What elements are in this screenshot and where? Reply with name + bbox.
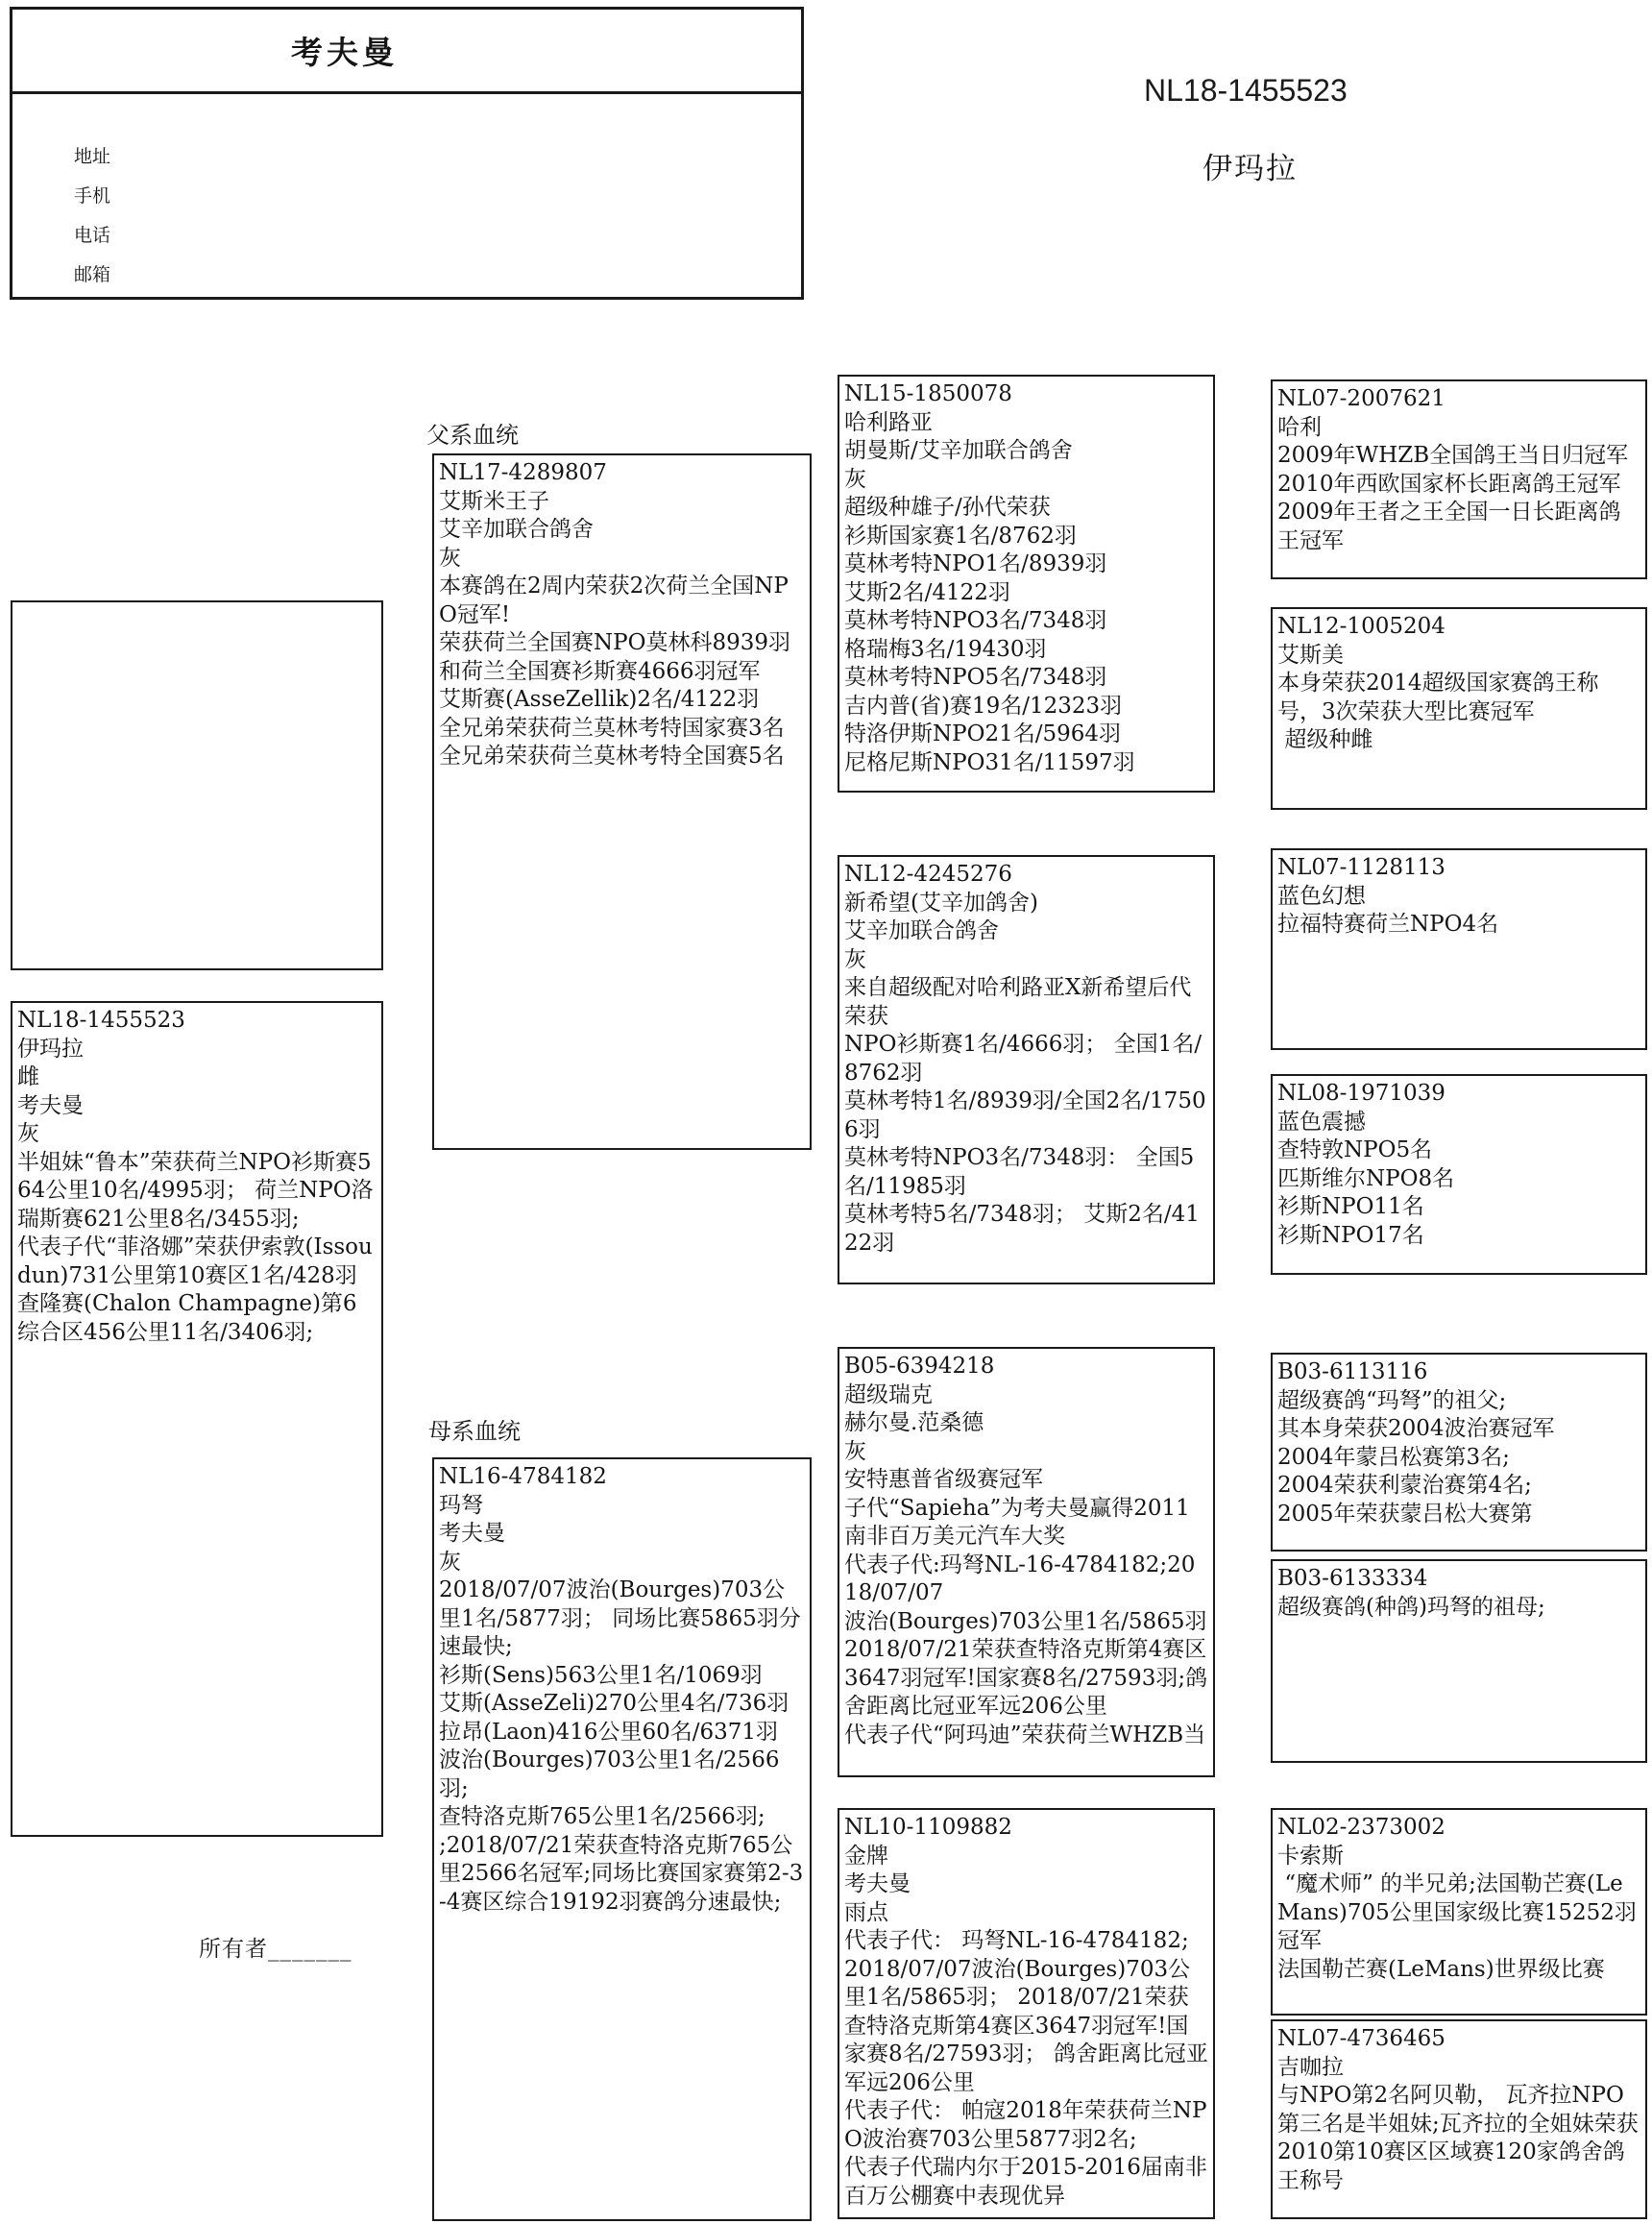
text-line: 蓝色幻想 [1277,883,1366,909]
text-line: ;2018/07/21荣获查特洛克斯765公里2566名冠军;同场比赛国家赛第2-3-4赛区综合19192羽赛鸽分速最快; [439,1832,804,1915]
pedigree-box-great-grandparent-5 [1271,1353,1647,1552]
text-line: 拉昂(Laon)416公里60名/6371羽 [439,1719,779,1745]
text-line: 波治(Bourges)703公里1名/5865羽 [844,1608,1207,1634]
pedigree-box-great-grandparent-4 [1271,1074,1647,1275]
text-line: 艾斯美 [1277,642,1344,668]
text-line: 金牌 [844,1843,888,1869]
text-line: 2018/07/07波治(Bourges)703公里1名/5877羽； 同场比赛5865羽分速最快; [439,1577,801,1659]
text-line: 查隆赛(Chalon Champagne)第6综合区456公里11名/3406羽; [17,1291,357,1345]
text-line: NL07-2007621 [1277,386,1446,411]
subject-ring-number: NL18-1455523 [1144,73,1348,108]
text-line: NL07-4736465 [1277,2026,1446,2051]
text-line: 蓝色震撼 [1277,1109,1366,1135]
text-line: NL02-2373002 [1277,1815,1446,1840]
text-line: 代表子代“阿玛迪”荣获荷兰WHZB当 [844,1722,1206,1747]
pedigree-box-mother [432,1457,812,2221]
text-line: NL10-1109882 [844,1815,1012,1840]
text-line: 赫尔曼.范桑德 [844,1410,984,1435]
text-line: 2010年西欧国家杯长距离鸽王冠军 [1277,471,1621,497]
text-line: 考夫曼 [439,1521,505,1546]
empty-pedigree-box [11,600,383,970]
text-line: 灰 [439,545,461,571]
text-line: 超级瑞克 [844,1381,933,1407]
text-line: 吉咖拉 [1277,2054,1344,2080]
text-line: 拉福特赛荷兰NPO4名 [1277,912,1499,937]
pedigree-box-father [432,453,812,1150]
pedigree-box-great-grandparent-3 [1271,848,1647,1050]
text-line: 艾斯2名/4122羽 [844,579,1010,605]
text-line: NPO衫斯赛1名/4666羽； 全国1名/8762羽 [844,1032,1203,1086]
text-line: 电话 [74,225,111,246]
text-line: 2018/07/21荣获查特洛克斯第4赛区3647羽冠军!国家赛8名/27593羽;鸽舍距离比冠亚军远206公里 [844,1637,1208,1719]
text-line: B03-6113116 [1277,1359,1428,1384]
text-line: 哈利路亚 [844,409,933,435]
text-line: 玛弩 [439,1492,483,1518]
text-line: 代表子代： 玛弩NL-16-4784182; [844,1928,1189,1953]
pedigree-box-grandparent-4 [838,1808,1215,2219]
text-line: 衫斯NPO11名 [1277,1194,1424,1219]
text-line: 莫林考特1名/8939羽/全国2名/17506羽 [844,1088,1206,1142]
text-line: 本赛鸽在2周内荣获2次荷兰全国NPO冠军! [439,574,789,627]
maternal-bloodline-label: 母系血统 [428,1418,521,1445]
text-line: 超级种雄子/孙代荣获 [844,495,1051,520]
text-line: 衫斯(Sens)563公里1名/1069羽 [439,1662,763,1688]
paternal-bloodline-label: 父系血统 [426,422,519,449]
pedigree-box-grandparent-3 [838,1347,1215,1777]
text-line: 考夫曼 [844,1871,911,1896]
text-line: 手机 [74,185,111,207]
breeder-contact-fields [12,94,801,300]
pedigree-box-great-grandparent-8 [1271,2019,1647,2219]
pedigree-box-grandparent-1 [838,375,1215,793]
text-line: B03-6133334 [1277,1566,1428,1591]
text-line: 尼格尼斯NPO31名/11597羽 [844,749,1135,775]
text-line: NL16-4784182 [439,1464,607,1489]
text-line: 2009年WHZB全国鸽王当日归冠军 [1277,443,1629,468]
text-line: 波治(Bourges)703公里1名/2566羽; [439,1747,780,1801]
text-line: 匹斯维尔NPO8名 [1277,1165,1455,1191]
text-line: 胡曼斯/艾辛加联合鸽舍 [844,438,1073,463]
text-line: 哈利 [1277,414,1322,440]
pedigree-box-subject [11,1001,383,1837]
text-line: 荣获荷兰全国赛NPO莫林科8939羽和荷兰全国赛衫斯赛4666羽冠军 [439,630,790,684]
text-line: NL12-4245276 [844,862,1012,887]
text-line: 代表子代“菲洛娜”荣获伊索敦(Issoudun)731公里第10赛区1名/428羽 [17,1234,373,1288]
text-line: 2005年荣获蒙吕松大赛第 [1277,1501,1533,1527]
pedigree-box-great-grandparent-6 [1271,1559,1647,1763]
text-line: 2009年王者之王全国一日长距离鸽王冠军 [1277,500,1621,553]
text-line: 邮箱 [74,264,111,285]
text-line: 超级赛鸽“玛弩”的祖父; [1277,1387,1507,1413]
text-line: 代表子代瑞内尔于2015-2016届南非百万公棚赛中表现优异 [844,2155,1207,2209]
text-line: 法国勒芒赛(LeMans)世界级比赛 [1277,1956,1605,1982]
text-line: 格瑞梅3名/19430羽 [844,636,1047,662]
text-line: 超级种雌 [1277,727,1373,752]
text-line: 莫林考特NPO5名/7348羽 [844,665,1107,690]
text-line: 超级赛鸽(种鸽)玛弩的祖母; [1277,1594,1545,1620]
text-line: 莫林考特5名/7348羽； 艾斯2名/4122羽 [844,1202,1200,1256]
text-line: 艾斯(AsseZeli)270公里4名/736羽 [439,1691,790,1716]
text-line: 2004荣获利蒙治赛第4名; [1277,1473,1532,1498]
text-line: 其本身荣获2004波治赛冠军 [1277,1416,1555,1441]
text-line: 衫斯国家赛1名/8762羽 [844,523,1077,549]
text-line: 艾斯赛(AsseZellik)2名/4122羽 [439,687,760,712]
text-line: NL15-1850078 [844,381,1012,406]
text-line: 艾斯米王子 [439,488,549,514]
pedigree-box-great-grandparent-2 [1271,607,1647,810]
text-line: B05-6394218 [844,1354,995,1379]
text-line: 灰 [844,946,866,972]
text-line: 艾辛加联合鸽舍 [439,517,594,542]
text-line: 本身荣获2014超级国家赛鸽王称号，3次荣获大型比赛冠军 [1277,671,1599,724]
text-line: 代表子代： 帕寇2018年荣获荷兰NPO波治赛703公里5877羽2名; [844,2098,1207,2152]
breeder-info-box [10,7,804,300]
text-line: 与NPO第2名阿贝勒， 瓦齐拉NPO第三名是半姐妹;瓦齐拉的全姐妹荣获2010第10赛区区域赛120家鸽舍鸽王称号 [1277,2083,1639,2193]
text-line: 半姐妹“鲁本”荣获荷兰NPO衫斯赛564公里10名/4995羽； 荷兰NPO洛瑞斯赛621公里8名/3455羽; [17,1149,374,1232]
text-line: 2004年蒙吕松赛第3名; [1277,1444,1510,1470]
text-line: 全兄弟荣获荷兰莫林考特国家赛3名 [439,715,785,741]
text-line: NL18-1455523 [17,1008,185,1033]
text-line: 雌 [17,1064,39,1089]
text-line: 吉内普(省)赛19名/12323羽 [844,693,1123,719]
text-line: 查特敦NPO5名 [1277,1137,1433,1162]
text-line: 雨点 [844,1899,888,1925]
text-line: NL17-4289807 [439,460,607,485]
text-line: 地址 [74,146,111,167]
text-line: NL07-1128113 [1277,855,1446,880]
pedigree-box-great-grandparent-1 [1271,379,1647,579]
text-line: 子代“Sapieha”为考夫曼赢得2011南非百万美元汽车大奖 [844,1495,1190,1549]
text-line: 衫斯NPO17名 [1277,1222,1424,1248]
text-line: 特洛伊斯NPO21名/5964羽 [844,721,1122,746]
text-line: 2018/07/07波治(Bourges)703公里1名/5865羽； 2018/07/21荣获查特洛克斯第4赛区3647羽冠军!国家赛8名/27593羽； 鸽舍距离比冠亚军远206公里 [844,1956,1208,2095]
pedigree-box-great-grandparent-7 [1271,1808,1647,2016]
text-line: 灰 [439,1549,461,1575]
text-line: 莫林考特NPO1名/8939羽 [844,551,1107,576]
text-line: NL12-1005204 [1277,614,1446,639]
text-line: 安特惠普省级赛冠军 [844,1467,1043,1492]
text-line: NL08-1971039 [1277,1081,1446,1106]
text-line: 代表子代:玛弩NL-16-4784182;2018/07/07 [844,1552,1196,1605]
text-line: 全兄弟荣获荷兰莫林考特全国赛5名 [439,744,785,769]
text-line: 查特洛克斯765公里1名/2566羽; [439,1804,765,1829]
text-line: 考夫曼 [17,1092,84,1118]
text-line: 卡索斯 [1277,1843,1344,1869]
text-line: 莫林考特NPO3名/7348羽： 全国5名/11985羽 [844,1145,1195,1199]
pedigree-box-grandparent-2 [838,855,1215,1284]
text-line: 伊玛拉 [17,1036,84,1062]
breeder-title: 考夫曼 [12,10,801,94]
text-line: 莫林考特NPO3名/7348羽 [844,608,1107,633]
text-line: 灰 [17,1121,39,1146]
subject-pigeon-name: 伊玛拉 [1203,152,1298,186]
text-line: 艾辛加联合鸽舍 [844,918,999,943]
text-line: 来自超级配对哈利路亚X新希望后代荣获 [844,975,1192,1029]
text-line: 新希望(艾辛加鸽舍) [844,890,1038,916]
text-line: “魔术师” 的半兄弟;法国勒芒赛(LeMans)705公里国家级比赛15252羽冠军 [1277,1871,1637,1953]
text-line: 灰 [844,466,866,492]
text-line: 灰 [844,1438,866,1464]
owner-label: 所有者_______ [199,1937,352,1962]
